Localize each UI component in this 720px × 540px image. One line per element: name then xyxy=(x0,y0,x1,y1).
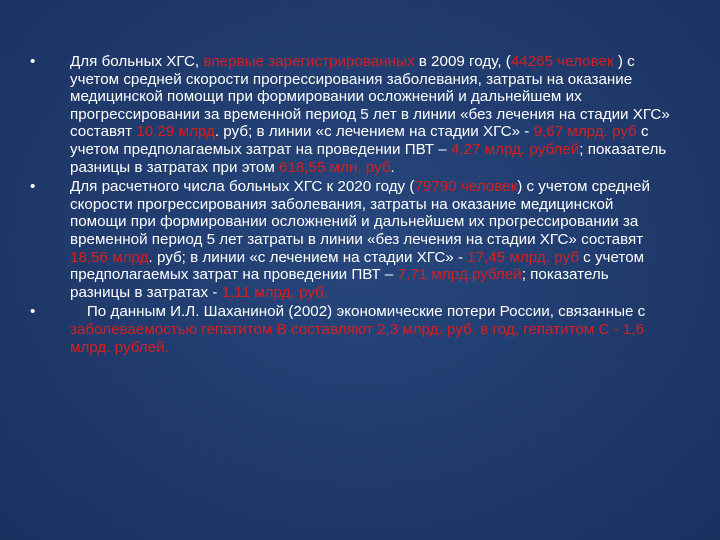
bullet-dot-icon: • xyxy=(30,178,36,196)
body-text: ; показатель разницы в затратах - xyxy=(70,266,609,301)
highlighted-text: 17,45 млрд. руб xyxy=(467,248,579,266)
body-text: ) с учетом средней скорости прогрессирования заболевания, затраты на оказание медицинской помощи при формировании осложнений и дальнейшем их прогрессировании за временной период 5 лет затраты в линии «без лечения на стадии ХГС» составят xyxy=(70,178,650,248)
body-text: в 2009 году, ( xyxy=(414,53,511,70)
bullet-dot-icon: • xyxy=(30,53,36,70)
highlighted-text: 44265 человек xyxy=(510,53,614,70)
body-text: . руб; в линии «с лечением на стадии ХГС» - xyxy=(148,248,468,266)
bullet-text xyxy=(70,53,670,176)
body-text: с учетом предполагаемых затрат на проведении ПВТ – xyxy=(70,123,649,158)
slide-body xyxy=(30,53,670,358)
bullet-item xyxy=(30,178,670,301)
highlighted-text: 79790 человек xyxy=(414,178,518,196)
body-text: с учетом предполагаемых затрат на проведении ПВТ – xyxy=(70,248,645,284)
bullet-text xyxy=(70,178,650,301)
highlighted-text: впервые зарегистрированных xyxy=(203,53,415,70)
body-text: Для расчетного числа больных ХГС к 2020 году ( xyxy=(70,178,415,196)
body-text: . xyxy=(390,158,395,176)
bullet-list xyxy=(30,53,670,356)
highlighted-text: 18,56 млрд xyxy=(70,248,149,266)
bullet-text xyxy=(70,303,649,355)
body-text: Для больных ХГС, xyxy=(70,53,204,70)
body-text: ) с учетом средней скорости прогрессирования заболевания, затраты на оказание медицинской помощи при формировании осложнений и дальнейшем их прогрессировании за временной период 5 лет в линии «без лечения на стадии ХГС» составят xyxy=(70,53,670,141)
highlighted-text: заболеваемостью гепатитом В составляют 2,3 млрд. руб. в год, гепатитом С - 1,6 млрд. рублей. xyxy=(70,320,649,356)
highlighted-text: 1,11 млрд. руб. xyxy=(221,283,328,301)
highlighted-text: 4,27 млрд. рублей xyxy=(450,140,580,158)
body-text: ; показатель разницы в затратах при этом xyxy=(70,140,667,176)
body-text: По данным И.Л. Шаханиной (2002) экономические потери России, связанные с xyxy=(86,303,650,321)
highlighted-text: 9,67 млрд. руб xyxy=(533,123,637,141)
bullet-item xyxy=(30,53,670,176)
bullet-dot-icon: • xyxy=(30,303,36,321)
body-text: . руб; в линии «с лечением на стадии ХГС» - xyxy=(214,123,534,141)
highlighted-text: 618,55 млн. руб xyxy=(279,158,391,176)
highlighted-text: 7,71 млрд.рублей xyxy=(397,266,522,284)
highlighted-text: 10,29 млрд xyxy=(136,123,215,141)
bullet-item xyxy=(30,303,670,356)
